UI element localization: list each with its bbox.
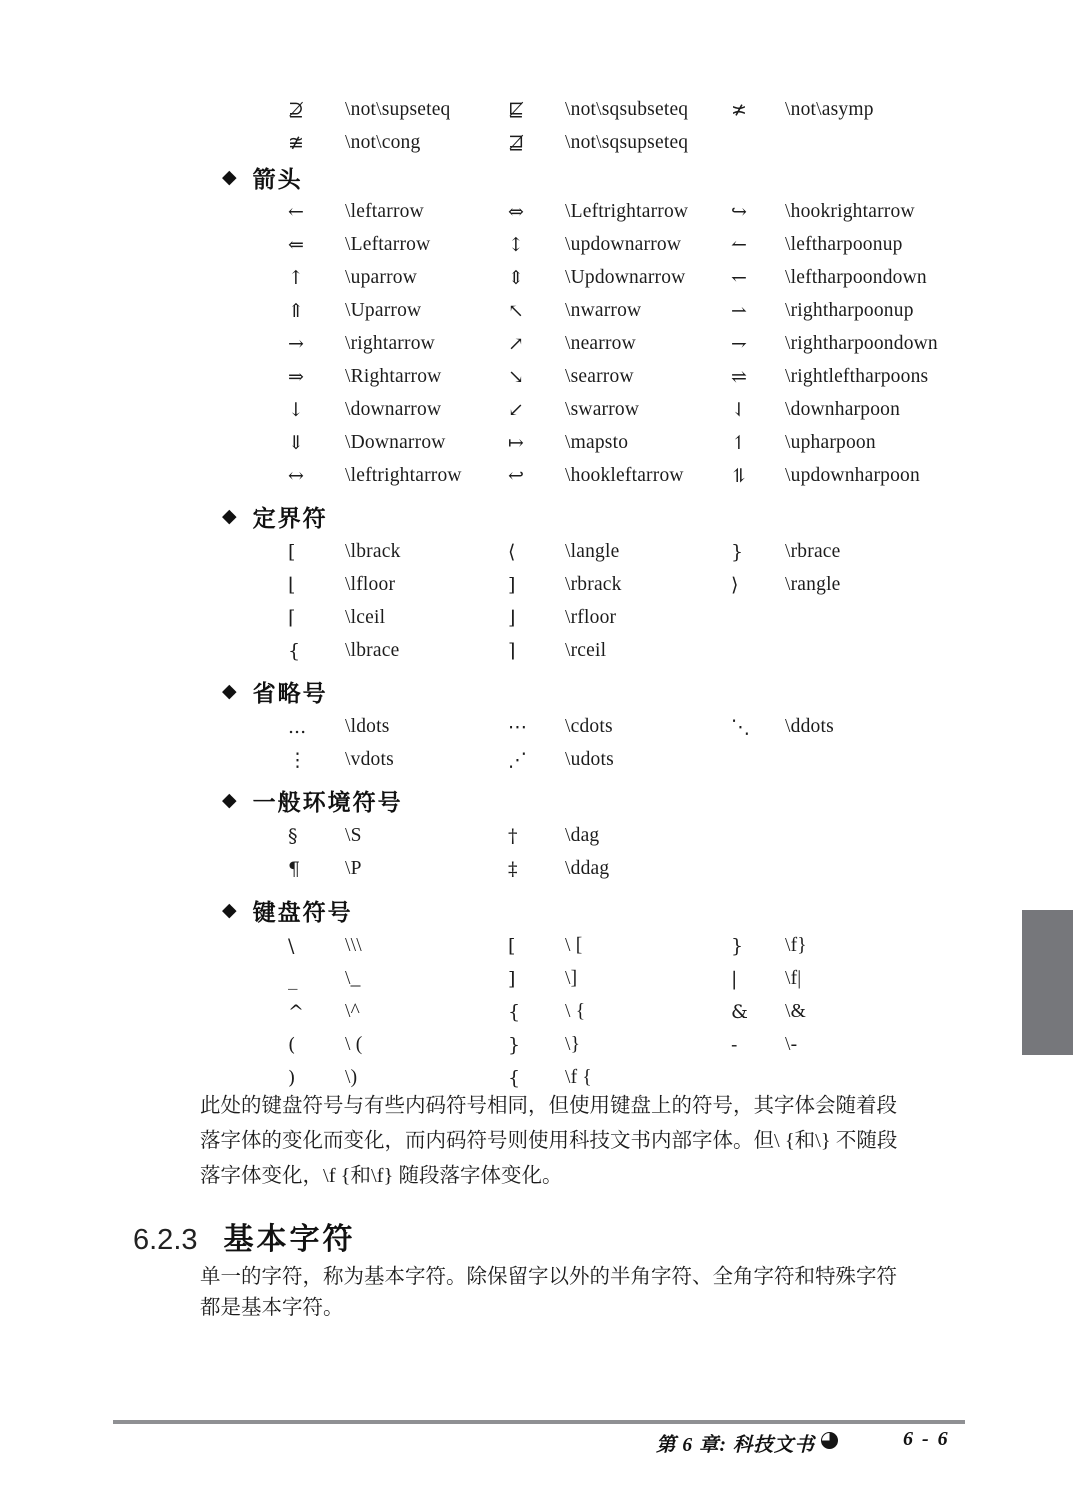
symbol-command: \} [565, 1033, 581, 1055]
symbol-row [285, 962, 1033, 995]
symbol-glyph: ⌋ [508, 606, 516, 629]
symbol-glyph: ⇑ [288, 299, 304, 322]
symbol-glyph: { [508, 1000, 521, 1023]
symbol-command: \ [ [565, 934, 583, 956]
symbol-command: \leftharpoonup [785, 233, 903, 255]
symbol-glyph: ⊉ [288, 98, 304, 121]
symbol-command: \_ [345, 967, 361, 989]
symbol-glyph: ⇒ [288, 365, 304, 388]
symbol-row [285, 710, 1033, 743]
symbol-glyph: ↗ [508, 332, 524, 355]
symbol-command: \Updownarrow [565, 266, 686, 288]
keyboard-note-line: 落字体的变化而变化，而内码符号则使用科技文书内部字体。但\ {和\} 不随段 [200, 1130, 898, 1152]
symbol-glyph: ⋱ [731, 715, 750, 738]
symbol-command: \f} [785, 934, 807, 956]
symbol-glyph: ] [508, 573, 516, 596]
symbol-row [285, 93, 1033, 126]
symbol-glyph: ↩ [508, 464, 524, 487]
basic-chars-paragraph-line: 单一的字符，称为基本字符。除保留字以外的半角字符、全角字符和特殊字符 [200, 1266, 897, 1288]
symbol-glyph: ↕ [508, 233, 524, 256]
symbol-command: \rightleftharpoons [785, 365, 929, 387]
symbol-glyph: ↑ [288, 266, 304, 289]
symbol-glyph: ≇ [288, 131, 304, 154]
symbol-row [285, 929, 1033, 962]
symbol-glyph: ⇓ [288, 431, 304, 454]
symbol-command: \f| [785, 967, 802, 989]
symbol-glyph: ‡ [508, 857, 518, 880]
symbol-glyph: | [731, 967, 738, 990]
symbol-glyph: ≭ [731, 98, 747, 121]
symbol-command: \Leftrightarrow [565, 200, 689, 222]
footer-chapter: 第 6 章: 科技文书 [656, 1435, 815, 1456]
symbol-command: \Leftarrow [345, 233, 431, 255]
diamond-bullet-icon: ◆ [222, 505, 237, 527]
symbol-command: \lfloor [345, 573, 396, 595]
symbol-command: \dag [565, 824, 600, 846]
symbol-command: \ { [565, 1000, 586, 1022]
symbol-command: \ ( [345, 1033, 363, 1055]
section-bullet-heading [222, 892, 353, 928]
symbol-glyph: ⌉ [508, 639, 516, 662]
symbol-command: \leftharpoondown [785, 266, 927, 288]
symbol-glyph: ↽ [731, 266, 747, 289]
symbol-glyph: ⥮ [731, 464, 747, 487]
symbol-command: \ldots [345, 715, 390, 737]
symbol-glyph: § [288, 824, 298, 847]
symbol-row [285, 634, 1033, 667]
symbol-command: \leftrightarrow [345, 464, 462, 486]
section-bullet-heading [222, 673, 328, 709]
symbol-command: \not\supseteq [345, 98, 451, 120]
symbol-glyph: ↼ [731, 233, 747, 256]
symbol-command: \langle [565, 540, 620, 562]
symbol-glyph: } [731, 934, 744, 957]
section-heading-label: 省略号 [252, 679, 328, 706]
symbol-glyph: \ [288, 934, 295, 957]
symbol-command: \mapsto [565, 431, 629, 453]
symbol-glyph: ↖ [508, 299, 524, 322]
symbol-glyph: ⟨ [508, 540, 516, 563]
symbol-glyph: † [508, 824, 518, 847]
symbol-command: \rangle [785, 573, 841, 595]
symbol-row [285, 995, 1033, 1028]
symbol-row [285, 743, 1033, 776]
symbol-command: \hookrightarrow [785, 200, 915, 222]
symbol-command: \rightarrow [345, 332, 435, 354]
symbol-glyph: ] [508, 967, 516, 990]
symbol-glyph: ⋣ [508, 131, 525, 154]
symbol-glyph: ↙ [508, 398, 524, 421]
symbol-command: \- [785, 1033, 798, 1055]
symbol-command: \lbrace [345, 639, 400, 661]
symbol-glyph: ↘ [508, 365, 524, 388]
symbol-command: \downharpoon [785, 398, 901, 420]
section-heading-label: 键盘符号 [252, 898, 353, 925]
keyboard-note-line: 此处的键盘符号与有些内码符号相同，但使用键盘上的符号，其字体会随着段 [200, 1095, 897, 1117]
diamond-bullet-icon: ◆ [222, 789, 237, 811]
symbol-glyph: { [288, 639, 301, 662]
subsection-heading [133, 1214, 356, 1258]
symbol-command: \downarrow [345, 398, 442, 420]
symbol-glyph: ⇌ [731, 365, 747, 388]
symbol-command: \swarrow [565, 398, 640, 420]
symbol-command: \searrow [565, 365, 634, 387]
symbol-row [285, 426, 1033, 459]
symbol-command: \nwarrow [565, 299, 642, 321]
symbol-command: \not\sqsubseteq [565, 98, 689, 120]
symbol-glyph: ¶ [288, 857, 301, 880]
symbol-glyph: ⇔ [508, 200, 524, 223]
section-heading-label: 定界符 [252, 504, 328, 531]
diamond-bullet-icon: ◆ [222, 680, 237, 702]
diamond-bullet-icon: ◆ [222, 166, 237, 188]
symbol-glyph: ↔ [288, 464, 304, 487]
symbol-glyph: _ [288, 967, 298, 990]
symbol-glyph: ↓ [288, 398, 304, 421]
symbol-glyph: ⇀ [731, 299, 747, 322]
symbol-glyph: ⇐ [288, 233, 304, 256]
symbol-glyph: } [731, 540, 744, 563]
symbol-glyph: ⋢ [508, 98, 525, 121]
symbol-glyph: - [731, 1033, 738, 1056]
basic-chars-paragraph [200, 1262, 970, 1324]
symbol-glyph: } [508, 1033, 521, 1056]
symbol-row [285, 360, 1033, 393]
section-bullet-heading [222, 159, 303, 195]
symbol-glyph: [ [288, 540, 296, 563]
symbol-row [285, 261, 1033, 294]
symbol-row [285, 459, 1033, 492]
symbol-command: \lceil [345, 606, 386, 628]
symbol-command: \lbrack [345, 540, 401, 562]
section-bullet-heading [222, 782, 403, 818]
symbol-command: \vdots [345, 748, 394, 770]
subsection-title: 基本字符 [223, 1223, 356, 1256]
symbol-glyph: ( [288, 1033, 296, 1056]
symbol-command: \rfloor [565, 606, 617, 628]
symbol-row [285, 294, 1033, 327]
keyboard-note [200, 1089, 970, 1194]
symbol-command: \^ [345, 1000, 360, 1022]
section-bullet-heading [222, 498, 328, 534]
symbol-command: \leftarrow [345, 200, 424, 222]
symbol-row [285, 852, 1033, 885]
symbol-command: \rbrack [565, 573, 622, 595]
symbol-glyph: ⌊ [288, 573, 296, 596]
symbol-row [285, 535, 1033, 568]
symbol-command: \ddag [565, 857, 610, 879]
basic-chars-paragraph-line: 都是基本字符。 [200, 1297, 344, 1319]
symbol-row [285, 228, 1033, 261]
symbol-command: \\\ [345, 934, 362, 956]
subsection-number: 6.2.3 [133, 1224, 198, 1256]
three-quarter-circle-icon [821, 1432, 838, 1449]
symbol-command: \ddots [785, 715, 834, 737]
symbol-row [285, 1028, 1033, 1061]
symbol-command: \hookleftarrow [565, 464, 684, 486]
symbol-row [285, 568, 1033, 601]
symbol-glyph: ↪ [731, 200, 747, 223]
symbol-command: \updownarrow [565, 233, 682, 255]
symbol-command: \rightharpoonup [785, 299, 914, 321]
symbol-command: \updownharpoon [785, 464, 920, 486]
symbol-command: \Rightarrow [345, 365, 442, 387]
keyboard-note-line: 落字体变化，\f {和\f} 随段落字体变化。 [200, 1165, 563, 1187]
footer-rule [113, 1420, 965, 1424]
symbol-glyph: ⋰ [508, 748, 527, 771]
symbol-glyph: → [288, 332, 304, 355]
symbol-glyph: ↿ [731, 431, 747, 454]
symbol-command: \cdots [565, 715, 613, 737]
symbol-command: \rbrace [785, 540, 841, 562]
symbol-command: \Uparrow [345, 299, 422, 321]
symbol-glyph: ⇁ [731, 332, 747, 355]
symbol-glyph: { [508, 1066, 521, 1089]
symbol-command: \nearrow [565, 332, 636, 354]
symbol-row [285, 601, 1033, 634]
symbol-command: \] [565, 967, 578, 989]
symbol-command: \S [345, 824, 362, 846]
symbol-command: \) [345, 1066, 358, 1088]
symbol-command: \P [345, 857, 362, 879]
symbol-glyph: ↦ [508, 431, 524, 454]
symbol-command: \udots [565, 748, 614, 770]
symbol-command: \& [785, 1000, 806, 1022]
symbol-command: \upharpoon [785, 431, 876, 453]
right-margin-tab [1022, 910, 1073, 1055]
symbol-glyph: [ [508, 934, 516, 957]
symbol-command: \Downarrow [345, 431, 446, 453]
symbol-command: \not\cong [345, 131, 421, 153]
symbol-glyph: ⋯ [508, 715, 527, 738]
symbol-glyph: ) [288, 1066, 296, 1089]
symbol-glyph: ... [288, 715, 307, 738]
symbol-glyph: ⌈ [288, 606, 296, 629]
symbol-command: \f { [565, 1066, 592, 1088]
symbol-glyph: ⇃ [731, 398, 747, 421]
symbol-glyph: ⟩ [731, 573, 739, 596]
symbol-row [285, 393, 1033, 426]
symbol-command: \rightharpoondown [785, 332, 938, 354]
symbol-row [285, 126, 1033, 159]
section-heading-label: 一般环境符号 [252, 788, 403, 815]
symbol-command: \not\asymp [785, 98, 874, 120]
symbol-command: \uparrow [345, 266, 417, 288]
diamond-bullet-icon: ◆ [222, 899, 237, 921]
symbol-glyph: ⋮ [288, 748, 307, 771]
symbol-glyph: & [731, 1000, 748, 1023]
footer-page-number: 6 - 6 [903, 1428, 950, 1450]
symbol-command: \rceil [565, 639, 607, 661]
symbol-glyph: ⇕ [508, 266, 524, 289]
symbol-glyph: ^ [288, 1000, 304, 1023]
symbol-row [285, 327, 1033, 360]
symbol-row [285, 819, 1033, 852]
section-heading-label: 箭头 [252, 165, 303, 192]
symbol-glyph: ← [288, 200, 304, 223]
symbol-command: \not\sqsupseteq [565, 131, 689, 153]
symbol-row [285, 195, 1033, 228]
